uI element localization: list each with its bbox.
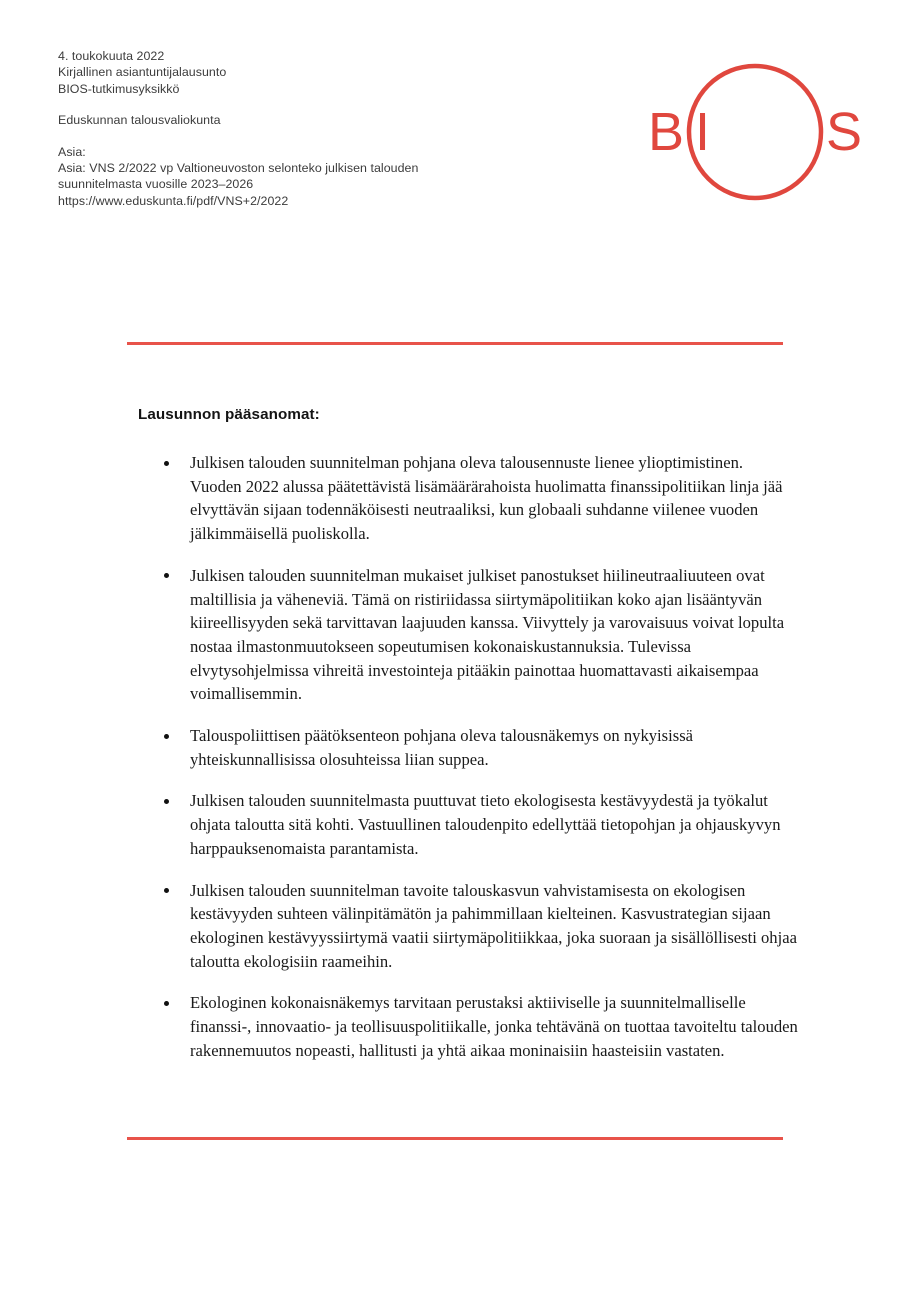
bullet-dot-icon (164, 573, 169, 578)
logo-letter-s: S (826, 102, 863, 162)
list-item (138, 879, 798, 974)
header-line: Kirjallinen asiantuntijalausunto (58, 65, 227, 80)
list-item-text: Julkisen talouden suunnitelman mukaiset julkiset panostukset hiilineutraaliuuteen ovat maltillisia ja väheneviä. Tämä on ristiriidassa siirtymäpolitiikan koko ajan lisääntyvän kiireellisyyden sekä tarvittavan laajuuden kanssa. Viivyttely ja varovaisuus voivat lopulta nostaa ilmastonmuutokseen sopeutumisen kokonaiskustannuksia. Tulevissa elvytysohjelmissa vihreitä investointeja pitääkin painottaa huomattavasti aikaisempaa voimallisemmin. (190, 565, 785, 704)
header-line: https://www.eduskunta.fi/pdf/VNS+2/2022 (58, 193, 289, 208)
bullet-dot-icon (164, 1001, 169, 1006)
main-content (138, 406, 798, 1062)
logo-letter-b: B (648, 102, 685, 162)
header-line: BIOS-tutkimusyksikkö (58, 81, 180, 96)
header-group-date-sender (58, 48, 478, 97)
list-item-text: Julkisen talouden suunnitelmasta puuttuvat tieto ekologisesta kestävyydestä ja työkalut ohjata taloutta sitä kohti. Vastuullinen taloudenpito edellyttää tietopohjan ja ohjauskyvyn harppauksenomaista parantamista. (190, 791, 781, 858)
list-item-text: Julkisen talouden suunnitelman pohjana oleva talousennuste lienee ylioptimistinen. Vuoden 2022 alussa päätettävistä lisämäärärahoista huolimatta finanssipolitiikan linja jää elvyttävän sijaan todennäköisesti neutraaliksi, kun globaali suhdanne viilenee vuoden jälkimmäisellä puoliskolla. (190, 453, 783, 544)
list-item (138, 564, 798, 706)
bullet-dot-icon (164, 888, 169, 893)
bios-logo (640, 50, 870, 215)
page-title: Lausunnon pääsanomat: (138, 406, 320, 423)
bullet-dot-icon (164, 734, 169, 739)
header-meta-block (58, 48, 478, 209)
bios-logo-graphic (640, 50, 870, 215)
logo-letter-i: I (695, 102, 711, 162)
header-line: Asia: VNS 2/2022 vp Valtioneuvoston selonteko julkisen talouden (58, 161, 419, 176)
list-item (138, 451, 798, 546)
header-group-recipient (58, 112, 478, 128)
list-item (138, 789, 798, 860)
horizontal-rule-top (127, 342, 783, 345)
horizontal-rule-bottom (127, 1137, 783, 1140)
bullet-dot-icon (164, 799, 169, 804)
header-line: suunnitelmasta vuosille 2023–2026 (58, 177, 254, 192)
bullet-dot-icon (164, 461, 169, 466)
list-item-text: Talouspoliittisen päätöksenteon pohjana oleva talousnäkemys on nykyisissä yhteiskunnallisissa olosuhteissa liian suppea. (190, 726, 694, 769)
header-line: Eduskunnan talousvaliokunta (58, 113, 221, 128)
list-item-text: Ekologinen kokonaisnäkemys tarvitaan perustaksi aktiiviselle ja suunnitelmalliselle finanssi-, innovaatio- ja teollisuuspolitiikalle, jonka tehtävänä on tuottaa tavoiteltu talouden rakennemuutos nopeasti, hallitusti ja yhtä aikaa moninaisiin haasteisiin vastaten. (190, 993, 798, 1060)
header-group-subject (58, 144, 478, 210)
header-line: Asia: (58, 144, 86, 159)
header-line: 4. toukokuuta 2022 (58, 49, 165, 63)
list-item-text: Julkisen talouden suunnitelman tavoite talouskasvun vahvistamisesta on ekologisen kestävyyden suhteen välinpitämätön ja pahimmillaan kielteinen. Kasvustrategian sijaan ekologinen kestävyyssiirtymä vaatii siirtymäpolitiikkaa, joka suoraan ja sisällöllisesti ohjaa taloutta ekologisiin raameihin. (190, 880, 797, 971)
list-item (138, 724, 798, 771)
list-item (138, 991, 798, 1062)
key-messages-list (138, 451, 798, 1062)
